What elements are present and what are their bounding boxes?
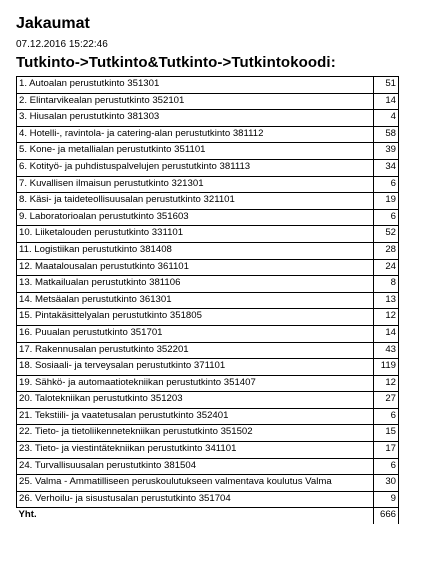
row-label: 3. Hiusalan perustutkinto 381303 bbox=[17, 110, 374, 127]
table-row bbox=[17, 392, 399, 409]
row-count: 39 bbox=[374, 143, 399, 160]
row-count: 52 bbox=[374, 226, 399, 243]
row-label: 26. Verhoilu- ja sisustusalan perustutkinto 351704 bbox=[17, 491, 374, 508]
table-row bbox=[17, 259, 399, 276]
total-row bbox=[17, 508, 399, 524]
table-row bbox=[17, 159, 399, 176]
row-label: 19. Sähkö- ja automaatiotekniikan perustutkinto 351407 bbox=[17, 375, 374, 392]
row-count: 6 bbox=[374, 176, 399, 193]
row-label: 22. Tieto- ja tietoliikennetekniikan perustutkinto 351502 bbox=[17, 425, 374, 442]
row-count: 43 bbox=[374, 342, 399, 359]
report-timestamp: 07.12.2016 15:22:46 bbox=[16, 39, 108, 50]
table-row bbox=[17, 491, 399, 508]
table-row bbox=[17, 176, 399, 193]
row-count: 24 bbox=[374, 259, 399, 276]
row-count: 12 bbox=[374, 309, 399, 326]
row-label: 12. Maatalousalan perustutkinto 361101 bbox=[17, 259, 374, 276]
row-label: 24. Turvallisuusalan perustutkinto 381504 bbox=[17, 458, 374, 475]
row-count: 51 bbox=[374, 77, 399, 94]
table-row bbox=[17, 359, 399, 376]
report-title: Jakaumat bbox=[16, 15, 90, 32]
row-count: 28 bbox=[374, 242, 399, 259]
row-label: 13. Matkailualan perustutkinto 381106 bbox=[17, 276, 374, 293]
row-label: 9. Laboratorioalan perustutkinto 351603 bbox=[17, 209, 374, 226]
total-value: 666 bbox=[374, 508, 399, 524]
table-row bbox=[17, 325, 399, 342]
table-row bbox=[17, 442, 399, 459]
distribution-heading: Tutkinto->Tutkinto&Tutkinto->Tutkintokoodi: bbox=[16, 54, 336, 71]
row-count: 6 bbox=[374, 458, 399, 475]
row-count: 19 bbox=[374, 193, 399, 210]
row-count: 14 bbox=[374, 93, 399, 110]
table-row bbox=[17, 143, 399, 160]
row-count: 58 bbox=[374, 126, 399, 143]
table-row bbox=[17, 458, 399, 475]
row-label: 11. Logistiikan perustutkinto 381408 bbox=[17, 242, 374, 259]
row-label: 10. Liiketalouden perustutkinto 331101 bbox=[17, 226, 374, 243]
row-label: 15. Pintakäsittelyalan perustutkinto 351805 bbox=[17, 309, 374, 326]
row-label: 1. Autoalan perustutkinto 351301 bbox=[17, 77, 374, 94]
row-label: 8. Käsi- ja taideteollisuusalan perustutkinto 321101 bbox=[17, 193, 374, 210]
row-count: 14 bbox=[374, 325, 399, 342]
table-row bbox=[17, 110, 399, 127]
row-count: 12 bbox=[374, 375, 399, 392]
table-row bbox=[17, 292, 399, 309]
distribution-table bbox=[16, 76, 399, 524]
row-label: 2. Elintarvikealan perustutkinto 352101 bbox=[17, 93, 374, 110]
row-count: 9 bbox=[374, 491, 399, 508]
row-label: 23. Tieto- ja viestintätekniikan perustutkinto 341101 bbox=[17, 442, 374, 459]
row-count: 8 bbox=[374, 276, 399, 293]
table-row bbox=[17, 193, 399, 210]
table-row bbox=[17, 425, 399, 442]
row-count: 6 bbox=[374, 209, 399, 226]
row-label: 4. Hotelli-, ravintola- ja catering-alan perustutkinto 381112 bbox=[17, 126, 374, 143]
row-label: 6. Kotityö- ja puhdistuspalvelujen perustutkinto 381113 bbox=[17, 159, 374, 176]
row-label: 16. Puualan perustutkinto 351701 bbox=[17, 325, 374, 342]
table-row bbox=[17, 126, 399, 143]
row-label: 17. Rakennusalan perustutkinto 352201 bbox=[17, 342, 374, 359]
table-row bbox=[17, 309, 399, 326]
row-label: 25. Valma - Ammatilliseen peruskoulutukseen valmentava koulutus Valma bbox=[17, 475, 374, 492]
row-count: 6 bbox=[374, 408, 399, 425]
row-label: 7. Kuvallisen ilmaisun perustutkinto 321301 bbox=[17, 176, 374, 193]
row-label: 20. Talotekniikan perustutkinto 351203 bbox=[17, 392, 374, 409]
row-label: 5. Kone- ja metallialan perustutkinto 351101 bbox=[17, 143, 374, 160]
table-row bbox=[17, 408, 399, 425]
table-row bbox=[17, 242, 399, 259]
table-row bbox=[17, 93, 399, 110]
report bbox=[16, 14, 396, 524]
table-row bbox=[17, 77, 399, 94]
total-label: Yht. bbox=[17, 508, 374, 524]
table-row bbox=[17, 375, 399, 392]
table-row bbox=[17, 342, 399, 359]
table-row bbox=[17, 209, 399, 226]
distribution-table-body bbox=[17, 77, 399, 525]
row-count: 119 bbox=[374, 359, 399, 376]
row-label: 18. Sosiaali- ja terveysalan perustutkinto 371101 bbox=[17, 359, 374, 376]
row-label: 21. Tekstiili- ja vaatetusalan perustutkinto 352401 bbox=[17, 408, 374, 425]
row-label: 14. Metsäalan perustutkinto 361301 bbox=[17, 292, 374, 309]
row-count: 30 bbox=[374, 475, 399, 492]
row-count: 4 bbox=[374, 110, 399, 127]
row-count: 13 bbox=[374, 292, 399, 309]
row-count: 34 bbox=[374, 159, 399, 176]
table-row bbox=[17, 226, 399, 243]
row-count: 15 bbox=[374, 425, 399, 442]
table-row bbox=[17, 475, 399, 492]
row-count: 17 bbox=[374, 442, 399, 459]
table-row bbox=[17, 276, 399, 293]
row-count: 27 bbox=[374, 392, 399, 409]
